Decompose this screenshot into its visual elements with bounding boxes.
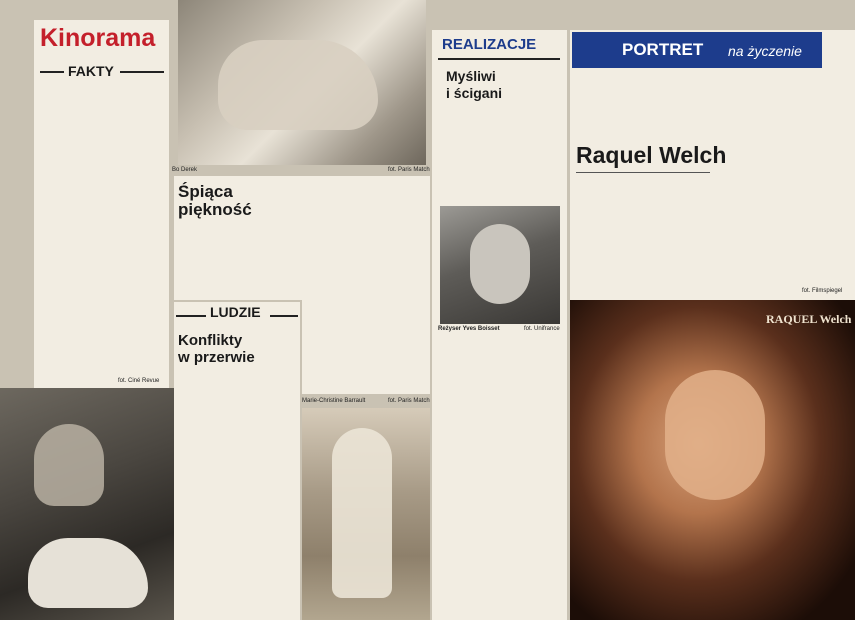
realizacje-body bbox=[438, 338, 562, 616]
realizacje-rule bbox=[438, 58, 560, 60]
raquel-welch-photo bbox=[570, 300, 855, 620]
bo-derek-title-line2: piękność bbox=[178, 200, 252, 219]
kinorama-title: Kinorama bbox=[40, 24, 156, 52]
kinorama-photo-credit: fot. Ciné Revue bbox=[118, 378, 160, 384]
portret-body bbox=[576, 178, 848, 282]
boisset-caption: Reżyser Yves Boisset bbox=[438, 326, 500, 332]
realizacje-title-line1: Myśliwi bbox=[446, 68, 496, 84]
bo-derek-caption: Bo Derek bbox=[172, 167, 198, 173]
ludzie-article bbox=[174, 302, 300, 620]
bo-derek-photo-credit: fot. Paris Match bbox=[388, 167, 430, 173]
fakty-body bbox=[40, 92, 164, 372]
fakty-rule-right bbox=[120, 71, 164, 73]
ludzie-body bbox=[178, 374, 296, 618]
dancer-silhouette bbox=[332, 428, 392, 598]
raquel-photo-label: RAQUEL Welch bbox=[766, 312, 852, 326]
ludzie-rule-left bbox=[176, 315, 206, 317]
ludzie-heading: LUDZIE bbox=[210, 304, 261, 320]
fakty-rule-left bbox=[40, 71, 64, 73]
portret-heading: PORTRET bbox=[622, 40, 704, 59]
portret-subheading: na życzenie bbox=[728, 43, 802, 59]
yves-boisset-photo bbox=[440, 206, 560, 324]
dog-silhouette bbox=[28, 538, 148, 608]
bo-derek-body bbox=[178, 226, 300, 296]
portret-banner bbox=[572, 32, 822, 68]
realizacje-title-line2: i ścigani bbox=[446, 85, 503, 101]
portret-intro bbox=[578, 82, 848, 138]
realizacje-lead bbox=[438, 108, 562, 204]
realizacje-article bbox=[432, 30, 567, 620]
bo-derek-title-line1: Śpiąca bbox=[178, 182, 233, 201]
barrault-caption: Marie-Christine Barrault bbox=[302, 398, 366, 404]
raquel-welch-rule bbox=[576, 172, 710, 173]
realizacje-heading: REALIZACJE bbox=[442, 36, 537, 53]
fakty-heading: FAKTY bbox=[68, 63, 114, 79]
raquel-face bbox=[665, 370, 765, 500]
boisset-face bbox=[470, 224, 530, 304]
boisset-photo-credit: fot. Unifrance bbox=[524, 326, 560, 332]
ludzie-rule-right bbox=[270, 315, 298, 317]
raquel-welch-title: Raquel Welch bbox=[576, 142, 727, 168]
middle-continuation-column bbox=[302, 176, 430, 394]
man-with-dog-photo bbox=[0, 388, 178, 620]
middle-continuation-body bbox=[306, 180, 426, 390]
figure-silhouette bbox=[34, 424, 104, 506]
barrault-photo-credit: fot. Paris Match bbox=[388, 398, 430, 404]
bo-derek-photo bbox=[178, 0, 426, 165]
kinorama-column bbox=[34, 20, 169, 388]
ludzie-title-line1: Konflikty bbox=[178, 332, 243, 349]
reclining-figure bbox=[218, 40, 378, 130]
ludzie-title-line2: w przerwie bbox=[178, 349, 255, 366]
raquel-photo-credit: fot. Filmspiegel bbox=[802, 288, 843, 294]
barrault-photo bbox=[302, 408, 430, 620]
